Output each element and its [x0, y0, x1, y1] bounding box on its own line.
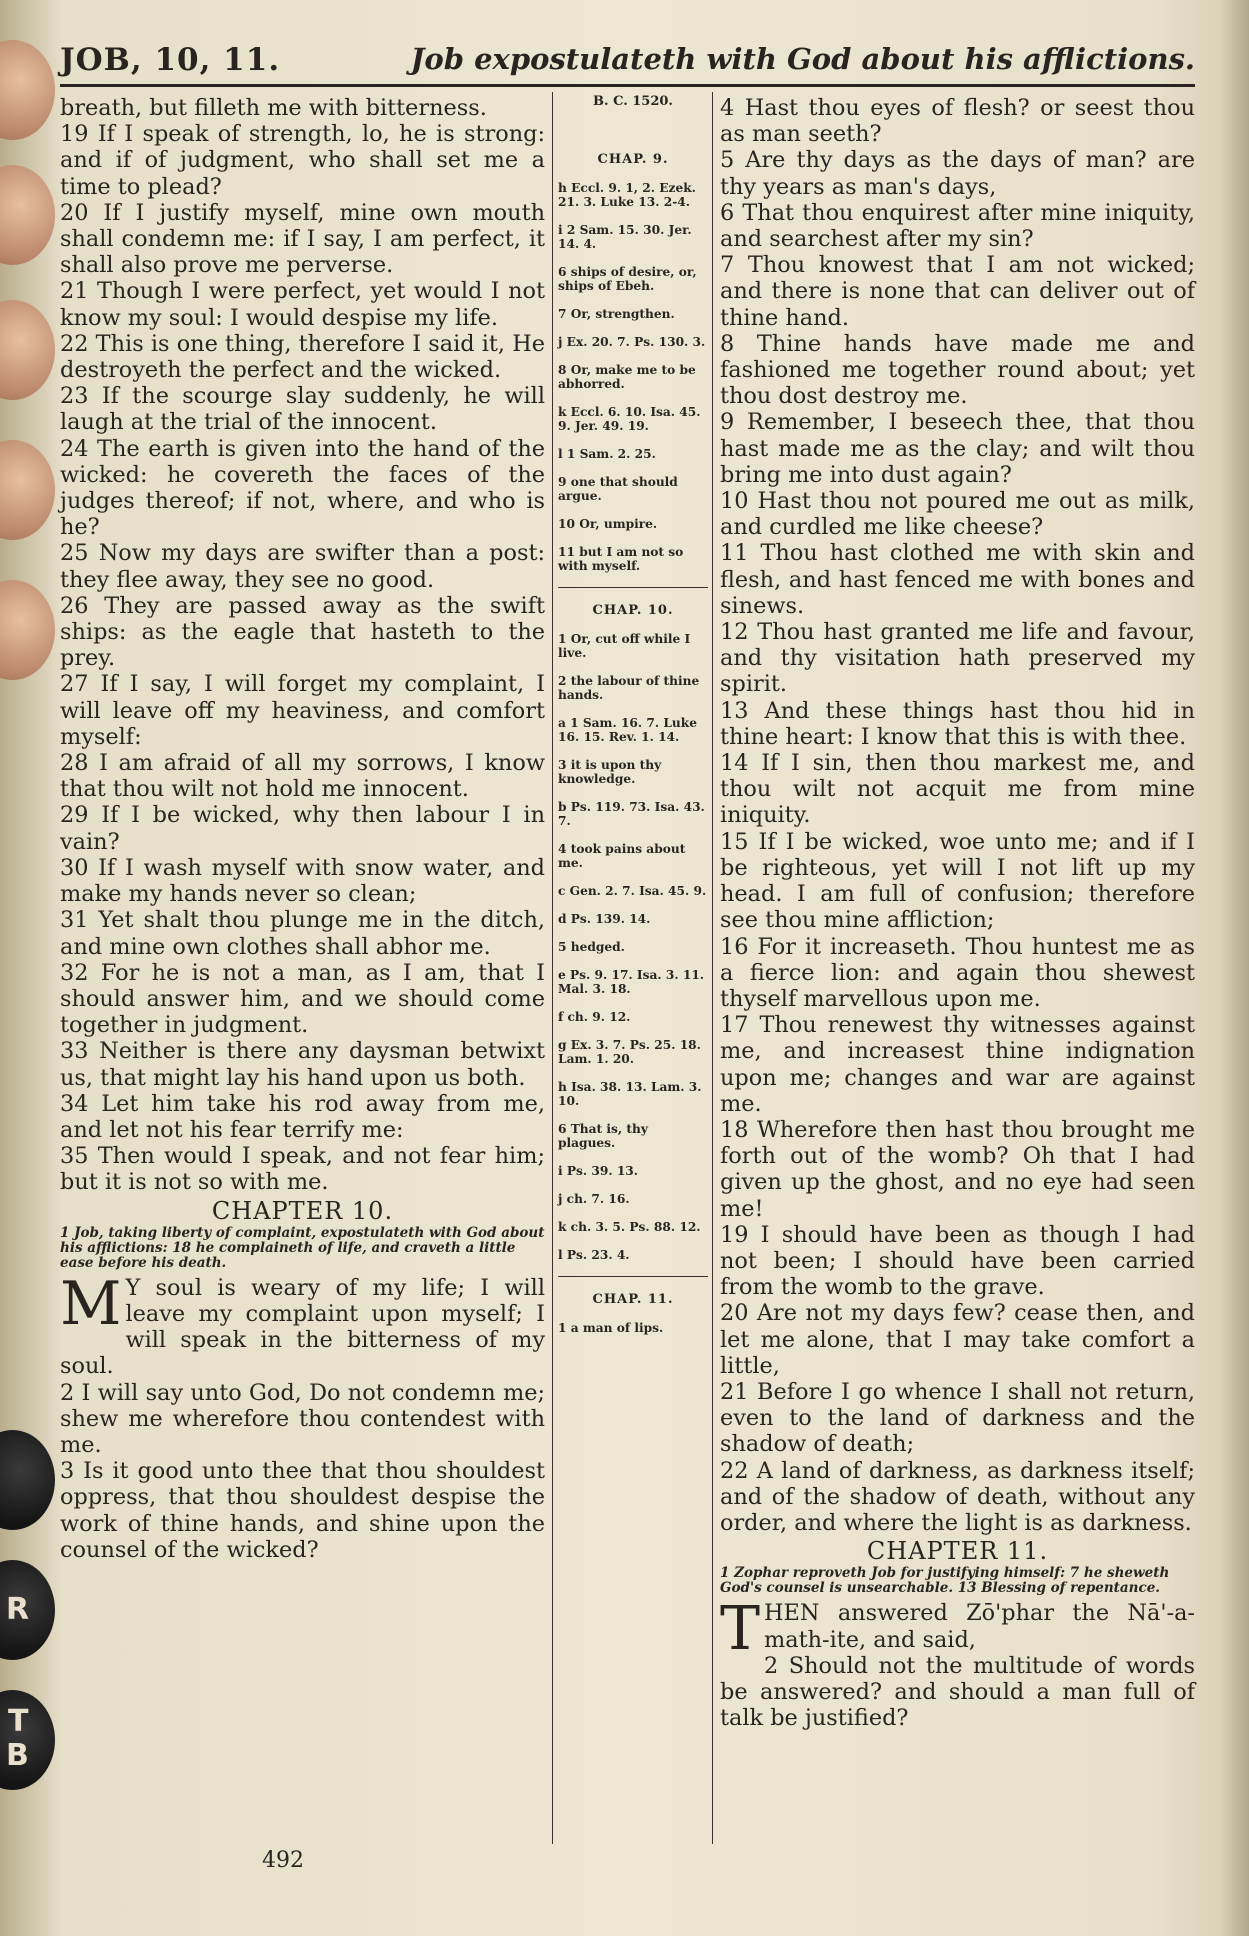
verse-text: Y soul is weary of my life; I will leave my complaint upon myself; I will speak in the bitterness of my soul.: [60, 1274, 545, 1380]
verse: 5 Are thy days as the days of man? are thy years as man's days,: [720, 147, 1195, 200]
verse: 34 Let him take his rod away from me, and let not his fear terrify me:: [60, 1090, 545, 1143]
margin-note: i 2 Sam. 15. 30. Jer. 14. 4.: [558, 223, 692, 251]
verse: 12 Thou hast granted me life and favour, and thy visitation hath preserved my spirit.: [720, 619, 1195, 698]
margin-note: 4 took pains about me.: [558, 842, 686, 870]
verse: 35 Then would I speak, and not fear him; but it is not so with me.: [60, 1143, 545, 1196]
chapter-summary: 1 Job, taking liberty of complaint, expostulateth with God about his afflictions: 18 he complaineth of life, and craveth a little ease before his death.: [60, 1224, 545, 1271]
chapter-summary: 1 Zophar reproveth Job for justifying himself: 7 he sheweth God's counsel is unsearchable. 13 Blessing of repentance.: [720, 1565, 1170, 1597]
verse: 16 For it increaseth. Thou huntest me as a fierce lion: and again thou shewest thyself marvellous upon me.: [720, 933, 1195, 1012]
verse: [60, 1268, 545, 1380]
margin-note: j Ex. 20. 7. Ps. 130. 3.: [558, 335, 706, 349]
margin-note: j ch. 7. 16.: [558, 1192, 630, 1206]
verse: 18 Wherefore then hast thou brought me forth out of the womb? Oh that I had given up the ghost, and no eye had seen me!: [720, 1116, 1195, 1222]
verse: 15 If I be wicked, woe unto me; and if I be righteous, yet will I not lift up my head. I am full of confusion; therefore see thou mine affliction;: [720, 828, 1195, 934]
verse: 23 If the scourge slay suddenly, he will laugh at the trial of the innocent.: [60, 383, 545, 436]
margin-divider: [558, 587, 708, 588]
verse: 2 Should not the multitude of words be answered? and should a man full of talk be justified?: [720, 1652, 1195, 1732]
running-head: JOB, 10, 11.: [60, 42, 281, 78]
verse: 6 That thou enquirest after mine iniquity, and searchest after my sin?: [720, 199, 1195, 253]
page-edge-shadow: [1221, 0, 1249, 1936]
verse: 19 I should have been as though I had not been; I should have been carried from the womb to the grave.: [720, 1221, 1195, 1301]
thumb-index-tab[interactable]: [0, 440, 55, 540]
margin-chapter-label: CHAP. 11.: [592, 1292, 674, 1307]
margin-note: 11 but I am not so with myself.: [558, 545, 684, 573]
thumb-index-tab[interactable]: [0, 580, 55, 680]
thumb-index-tab[interactable]: [0, 300, 55, 400]
margin-chapter-label: CHAP. 9.: [597, 152, 669, 167]
column-rule: [552, 92, 553, 1844]
drop-cap: T: [720, 1594, 761, 1665]
margin-note: 2 the labour of thine hands.: [558, 674, 700, 702]
margin-note: 9 one that should argue.: [558, 475, 678, 503]
chapter-heading: CHAPTER 10.: [211, 1196, 394, 1225]
verse: 27 If I say, I will forget my complaint, I will leave off my heaviness, and comfort myself:: [60, 671, 545, 750]
verse: 20 If I justify myself, mine own mouth shall condemn me: if I say, I am perfect, it shall also prove me perverse.: [60, 199, 545, 279]
chapter-heading: CHAPTER 11.: [866, 1537, 1049, 1566]
verse: [720, 1594, 1195, 1665]
margin-note: k ch. 3. 5. Ps. 88. 12.: [558, 1220, 701, 1234]
verse: 13 And these things hast thou hid in thine heart: I know that this is with thee.: [720, 697, 1195, 750]
verse: 22 A land of darkness, as darkness itself; and of the shadow of death, without any order, and where the light is as darkness.: [720, 1457, 1195, 1536]
verse: 14 If I sin, then thou markest me, and thou wilt not acquit me from mine iniquity.: [720, 750, 1195, 829]
margin-note: c Gen. 2. 7. Isa. 45. 9.: [558, 884, 707, 898]
thumb-index-tab[interactable]: [0, 165, 55, 265]
margin-note: i Ps. 39. 13.: [558, 1164, 639, 1178]
verse: 2 I will say unto God, Do not condemn me; shew me wherefore thou contendest with me.: [60, 1379, 545, 1458]
margin-note: k Eccl. 6. 10. Isa. 45. 9. Jer. 49. 19.: [558, 405, 701, 433]
thumb-index-tab[interactable]: [0, 40, 55, 140]
margin-chapter-label: CHAP. 10.: [592, 603, 674, 618]
verse: 21 Though I were perfect, yet would I not know my soul: I would despise my life.: [60, 278, 545, 331]
running-title: Job expostulateth with God about his afflictions.: [410, 42, 1195, 76]
left-text-column: [60, 95, 545, 1563]
verse: 7 Thou knowest that I am not wicked; and there is none that can deliver out of thine hand.: [720, 252, 1195, 331]
verse: 30 If I wash myself with snow water, and make my hands never so clean;: [60, 854, 545, 908]
margin-note: 8 Or, make me to be abhorred.: [558, 363, 696, 391]
verse: 24 The earth is given into the hand of the wicked: he covereth the faces of the judges thereof; if not, where, and who is he?: [60, 435, 545, 541]
margin-note: 7 Or, strengthen.: [558, 307, 675, 321]
margin-note: f ch. 9. 12.: [558, 1010, 631, 1024]
verse: 33 Neither is there any daysman betwixt us, that might lay his hand upon us both.: [60, 1038, 545, 1091]
thumb-index-tab[interactable]: [0, 1690, 55, 1790]
margin-note: 6 That is, thy plagues.: [558, 1122, 648, 1150]
verse: 3 Is it good unto thee that thou shouldest oppress, that thou shouldest despise the work of thine hands, and shine upon the counsel of the wicked?: [60, 1458, 545, 1563]
margin-note: 5 hedged.: [558, 940, 625, 954]
verse: breath, but filleth me with bitterness.: [60, 95, 487, 121]
margin-note: h Isa. 38. 13. Lam. 3. 10.: [558, 1080, 702, 1108]
margin-note: g Ex. 3. 7. Ps. 25. 18. Lam. 1. 20.: [558, 1038, 701, 1066]
margin-note: l 1 Sam. 2. 25.: [558, 447, 656, 461]
verse: 29 If I be wicked, why then labour I in vain?: [60, 802, 545, 855]
verse: 4 Hast thou eyes of flesh? or seest thou as man seeth?: [720, 95, 1195, 148]
verse: 10 Hast thou not poured me out as milk, and curdled me like cheese?: [720, 488, 1195, 541]
margin-note: d Ps. 139. 14.: [558, 912, 651, 926]
verse: 17 Thou renewest thy witnesses against me, and increasest thine indignation upon me; changes and war are against me.: [720, 1012, 1195, 1117]
margin-note: a 1 Sam. 16. 7. Luke 16. 15. Rev. 1. 14.: [558, 716, 697, 744]
margin-note: 3 it is upon thy knowledge.: [558, 758, 662, 786]
right-text-column: [720, 95, 1195, 1731]
margin-note: b Ps. 119. 73. Isa. 43. 7.: [558, 800, 705, 828]
thumb-tab-letter: T: [8, 1704, 29, 1739]
margin-note: 10 Or, umpire.: [558, 517, 658, 531]
margin-divider: [558, 1276, 708, 1277]
page-number: 492: [262, 1848, 304, 1873]
margin-note: 1 a man of lips.: [558, 1321, 664, 1335]
verse: 21 Before I go whence I shall not return, even to the land of darkness and the shadow of death;: [720, 1378, 1195, 1458]
thumb-index-tab[interactable]: [0, 1560, 55, 1660]
page-header: [60, 40, 1195, 87]
verse: 25 Now my days are swifter than a post: they flee away, they see no good.: [60, 540, 545, 593]
verse: 28 I am afraid of all my sorrows, I know that thou wilt not hold me innocent.: [60, 750, 545, 803]
verse: 22 This is one thing, therefore I said it, He destroyeth the perfect and the wicked.: [60, 330, 545, 384]
margin-note: e Ps. 9. 17. Isa. 3. 11. Mal. 3. 18.: [558, 968, 705, 996]
verse: 31 Yet shalt thou plunge me in the ditch, and mine own clothes shall abhor me.: [60, 907, 545, 960]
verse: 19 If I speak of strength, lo, he is strong: and if of judgment, who shall set me a time to plead?: [60, 121, 545, 200]
verse: 11 Thou hast clothed me with skin and flesh, and hast fenced me with bones and sinews.: [720, 540, 1195, 619]
margin-note: 6 ships of desire, or, ships of Ebeh.: [558, 265, 697, 293]
drop-cap: M: [60, 1268, 122, 1339]
verse: 9 Remember, I beseech thee, that thou hast made me as the clay; and wilt thou bring me into dust again?: [720, 409, 1195, 488]
thumb-index-tab[interactable]: [0, 1430, 55, 1530]
verse-text: HEN answered Zō'phar the Nā'-a-math-ite, and said,: [764, 1600, 1195, 1653]
reference-column: [558, 95, 708, 1349]
thumb-tab-letter: B: [6, 1738, 29, 1773]
verse: 8 Thine hands have made me and fashioned me together round about; yet thou dost destroy me.: [720, 330, 1195, 410]
margin-note: 1 Or, cut off while I live.: [558, 632, 691, 660]
column-rule: [712, 92, 713, 1844]
thumb-tab-letter: R: [6, 1592, 30, 1627]
margin-note: h Eccl. 9. 1, 2. Ezek. 21. 3. Luke 13. 2-4.: [558, 181, 696, 209]
verse: 20 Are not my days few? cease then, and let me alone, that I may take comfort a little,: [720, 1300, 1195, 1379]
verse: 26 They are passed away as the swift ships: as the eagle that hasteth to the prey.: [60, 592, 545, 672]
margin-note: l Ps. 23. 4.: [558, 1248, 630, 1262]
era-date: B. C. 1520.: [593, 94, 673, 109]
verse: 32 For he is not a man, as I am, that I should answer him, and we should come together in judgment.: [60, 959, 545, 1039]
